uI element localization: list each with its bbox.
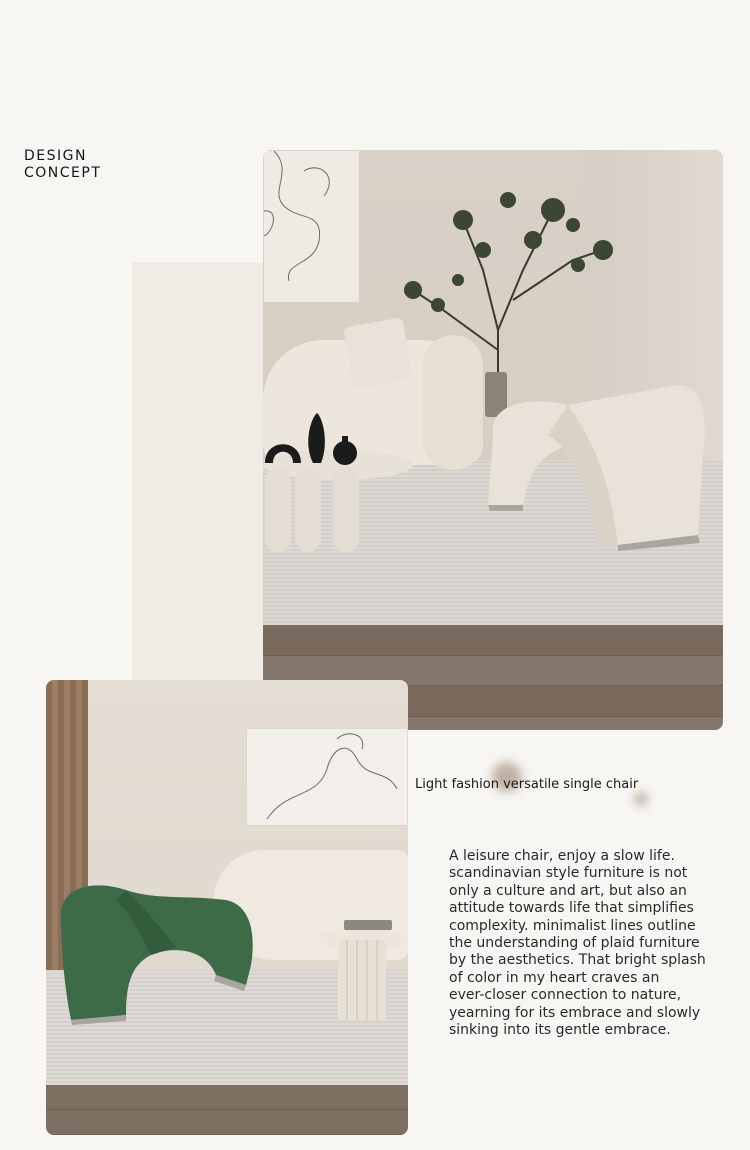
wood-floor [46, 1085, 408, 1135]
product-description: A leisure chair, enjoy a slow life. scandinavian style furniture is not only a culture and art, but also an attitude towards life that simplifies complexity. minimalist lines outline the understanding of plaid furniture by the aesthetics. That bright splash of color in my heart craves an ever-closer connection to nature, yearning for its embrace and slowly sinking into its gentle embrace. [449, 848, 706, 1039]
line-art-frame [246, 728, 408, 826]
books [344, 920, 392, 930]
coffee-table-leg [265, 468, 291, 552]
living-room-photo-green-chair [46, 680, 408, 1135]
background-panel [132, 262, 282, 702]
design-concept-heading [24, 148, 101, 182]
side-table-base [338, 940, 386, 1020]
cream-armchair [478, 375, 708, 555]
coffee-table-leg [333, 468, 359, 552]
vases [263, 408, 363, 468]
living-room-photo-cream-chair [263, 150, 723, 730]
heading-line-2: CONCEPT [24, 165, 102, 181]
blur-decoration [634, 792, 648, 806]
heading-line-1: DESIGN [24, 148, 87, 164]
green-armchair [56, 875, 261, 1025]
coffee-table-leg [295, 468, 321, 552]
line-art-frame [263, 150, 360, 303]
product-caption: Light fashion versatile single chair [415, 777, 639, 792]
